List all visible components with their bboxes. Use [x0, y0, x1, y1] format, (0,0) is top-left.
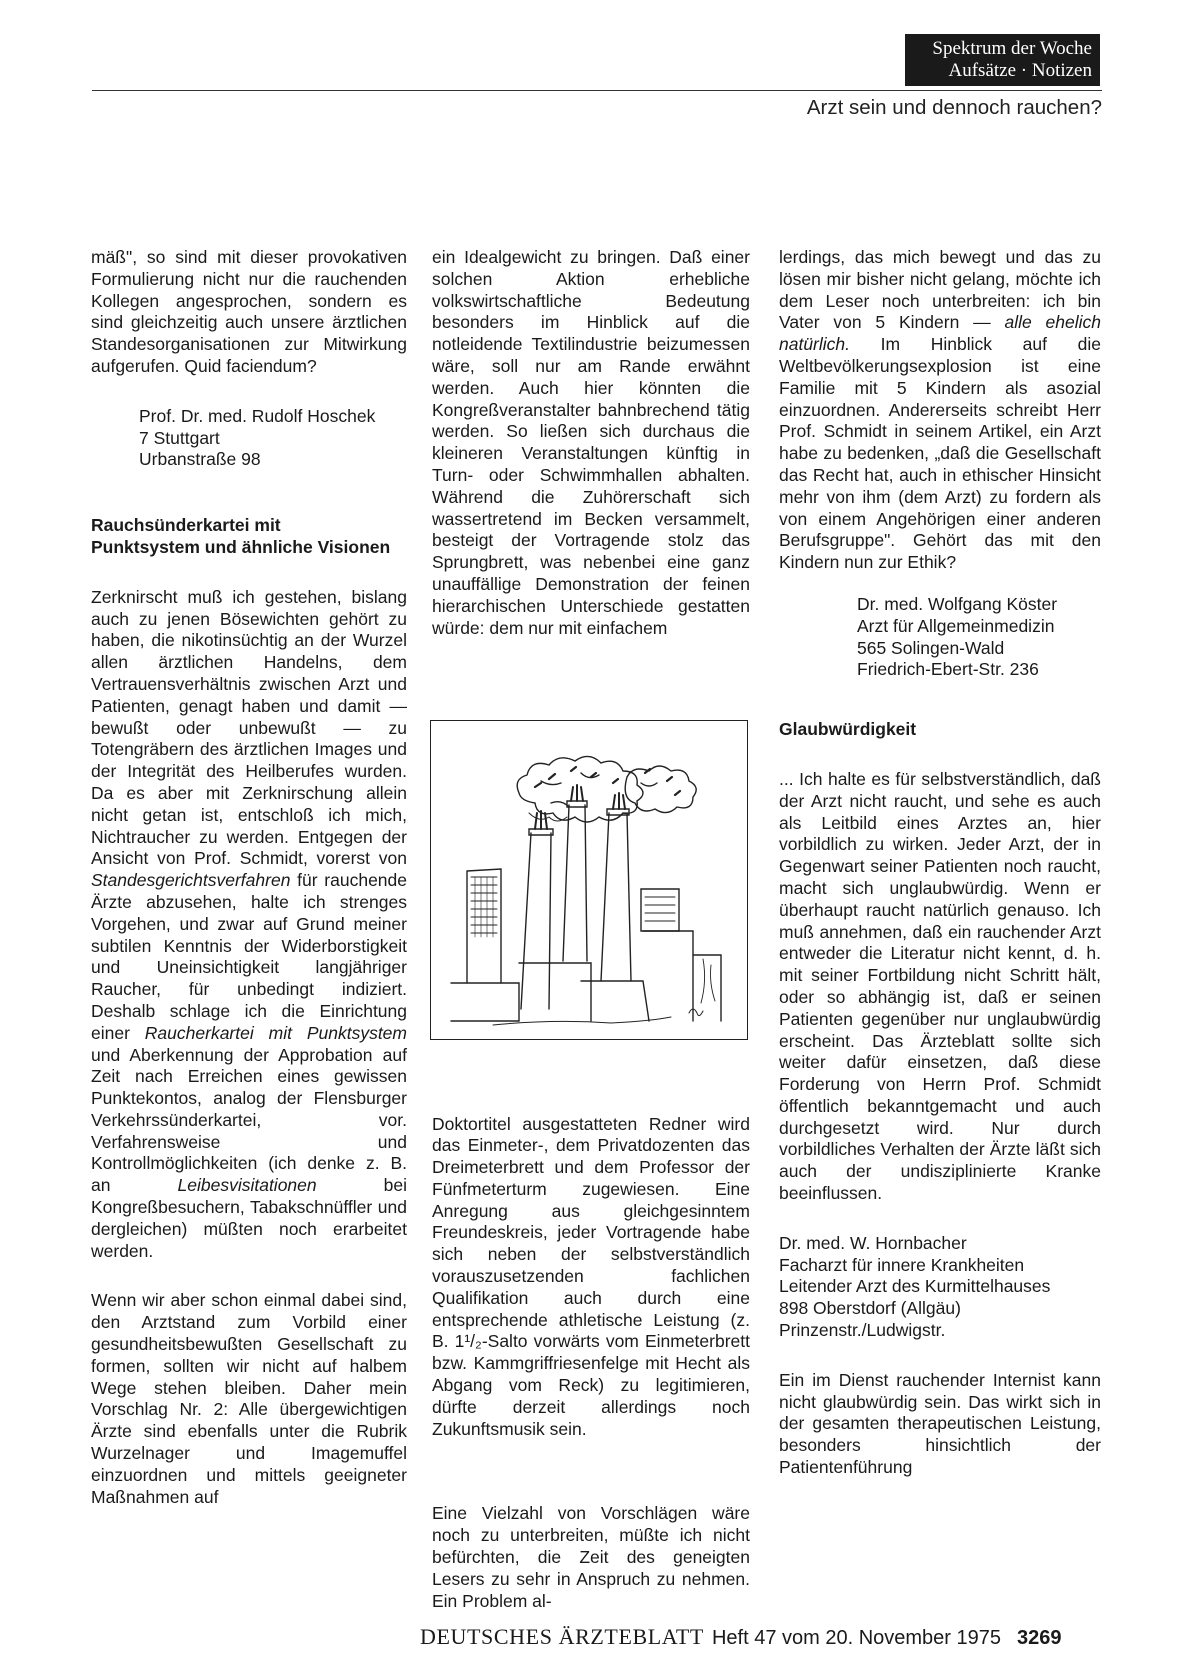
paragraph-confession — [91, 587, 407, 1263]
paragraph-redner: Doktortitel ausgestatteten Redner wird das Einmeter-, dem Privatdozenten das Dreimeterbrett und dem Professor der Fünfmeterturm zugewiesen. Eine Anregung aus gleichgesinntem Freundeskreis, jeder Vortragende habe sich neben der selbstverständlich vorauszusetzenden fachlichen Qualifikation auch durch eine entsprechende athletische Leistung (z. B. 1¹/₂-Salto vorwärts vom Einmeterbrett bzw. Kammgriffriesenfelge mit Hecht als Abgang vom Reck) zu legitimieren, dürfte derzeit allerdings noch Zukunftsmusik sein. — [432, 1113, 750, 1439]
section-label-2: Aufsätze · Notizen — [948, 60, 1092, 81]
sig-line: Facharzt für innere Krankheiten — [779, 1254, 1025, 1275]
emphasis: Leibesvisitationen — [177, 1175, 317, 1196]
emphasis: Standesgerichtsverfahren — [91, 870, 291, 891]
magazine-title: DEUTSCHES ÄRZTEBLATT — [420, 1624, 704, 1649]
sig-line: Friedrich-Ebert-Str. 236 — [857, 659, 1039, 680]
emphasis: alle ehelich natürlich. — [779, 312, 1101, 355]
signature-hornbacher — [779, 1233, 1101, 1342]
sig-line: Arzt für Allgemeinmedizin — [857, 615, 1055, 636]
paragraph-idealgewicht: ein Idealgewicht zu bringen. Daß einer solchen Aktion erhebliche volkswirtschaftliche Bedeutung besonders im Hinblick auf die notleidende Textilindustrie beizumessen wäre, soll nur am Rande erwähnt werden. Auch hier könnten die Kongreßveranstalter bahnbrechend tätig werden. So ließen sich durchaus die kleineren Veranstaltungen künftig in Turn- oder Schwimmhallen abhalten. Während die Zuhörerschaft sich wassertretend im Becken versammelt, besteigt der Vortragende stolz das Sprungbrett, was nebenbei eine ganz unauffällige Demonstration der feinen hierarchischen Unterschiede gestatten würde: dem nur mit einfachem — [432, 247, 750, 638]
column-1 — [91, 247, 407, 1508]
section-heading-raucherkartei — [91, 515, 407, 559]
text-run: Zerknirscht muß ich gestehen, bislang auch zu jenen Bösewichten gehört zu haben, die nikotinsüchtig an der Wurzel allen ärztlichen Handelns, dem Vertrauensverhältnis zwischen Arzt und Patienten, genagt haben und damit — bewußt oder unbewußt — zu Totengräbern des ärztlichen Images und der Integrität des Heilberufes wurden. Da es aber mit Zerknirschung allein nicht getan ist, entschloß ich mich, Nichtraucher zu werden. Entgegen der Ansicht von Prof. Schmidt, vorerst von — [91, 586, 407, 869]
sig-line: Prof. Dr. med. Rudolf Hoschek — [139, 405, 376, 426]
section-heading-glaubwuerdigkeit: Glaubwürdigkeit — [779, 719, 917, 740]
column-2-continued — [432, 1096, 750, 1630]
header-rule — [92, 90, 1102, 91]
page-footer — [420, 1624, 1110, 1650]
column-3 — [779, 247, 1101, 1479]
emphasis: Raucherkartei mit Punktsystem — [144, 1022, 407, 1043]
paragraph-kinder — [779, 247, 1101, 574]
sig-line: 898 Oberstdorf (Allgäu) — [779, 1298, 961, 1319]
text-run: und Aberkennung der Approbation auf Zeit nach Erreichen eines gewissen Punktekontos, analog der Flensburger Verkehrssünderkartei, vor. Verfahrensweise und Kontrollmöglichkeiten (ich denke z. B. an — [91, 1044, 407, 1196]
smokestack-drawing — [431, 721, 746, 1038]
sig-line: Dr. med. W. Hornbacher — [779, 1232, 967, 1253]
heading-line: Rauchsünderkartei mit — [91, 515, 281, 536]
smokestack-illustration — [430, 720, 748, 1040]
paragraph-internist: Ein im Dienst rauchender Internist kann nicht glaubwürdig sein. Das wirkt sich in der gesamten therapeutischen Leistung, besonders hinsichtlich der Patientenführung — [779, 1369, 1101, 1478]
sig-line: 7 Stuttgart — [139, 427, 220, 448]
issue-info: Heft 47 vom 20. November 1975 — [711, 1627, 1001, 1649]
text-run: für rauchende Ärzte abzusehen, halte ich strenges Vorgehen, und zwar auf Grund meiner subtilen Kenntnis der Widerborstigkeit und Uneinsichtigkeit langjähriger Raucher, für unbedingt indiziert. Deshalb schlage ich die Einrichtung einer — [91, 870, 407, 1043]
paragraph-vorschlaege: Eine Vielzahl von Vorschlägen wäre noch zu unterbreiten, müßte ich nicht befürchten, die Zeit des geneigten Lesers zu sehr in Anspruch zu nehmen. Ein Problem al- — [432, 1503, 750, 1611]
article-topic: Arzt sein und dennoch rauchen? — [806, 96, 1102, 119]
sig-line: Dr. med. Wolfgang Köster — [857, 593, 1058, 614]
sig-line: 565 Solingen-Wald — [857, 637, 1005, 658]
heading-line: Punktsystem und ähnliche Visionen — [91, 536, 391, 557]
page-number: 3269 — [1017, 1627, 1062, 1649]
sig-line: Prinzenstr./Ludwigstr. — [779, 1320, 946, 1341]
paragraph-glaubwuerdigkeit: ... Ich halte es für selbstverständlich, daß der Arzt nicht raucht, und sehe es auch als Leitbild eines Arztes an, hier vorbildlich zu wirken. Jeder Arzt, der in Gegenwart seiner Patienten noch raucht, macht sich unglaubwürdig. Wenn er überhaupt raucht natürlich genauso. Ich muß annehmen, daß ein rauchender Arzt entweder die Literatur nicht kennt, d. h. mit seiner Fortbildung nicht Schritt hält, oder so abhängig ist, daß er seinen Patienten gegenüber nur unglaubwürdig erscheint. Das Ärzteblatt sollte sich weiter dafür einsetzen, daß diese Forderung von Herrn Prof. Schmidt öffentlich bekanntgemacht und auch durchgesetzt wird. Nur durch vorbildliches Verhalten der Ärzte läßt sich auch der undisziplinierte Kranke beeinflussen. — [779, 768, 1101, 1204]
signature-hoschek — [91, 406, 407, 471]
column-2 — [432, 247, 750, 639]
signature-koester — [779, 594, 1101, 681]
text-run: bei Kongreßbesuchern, Tabakschnüffler und dergleichen) müßten noch erarbeitet werden. — [91, 1175, 408, 1261]
paragraph-proposal-2: Wenn wir aber schon einmal dabei sind, den Arztstand zum Vorbild einer gesundheitsbewußten Gesellschaft zu formen, sollten wir nicht auf halbem Wege stehen bleiben. Daher mein Vorschlag Nr. 2: Alle übergewichtigen Ärzte sind ebenfalls unter die Rubrik Wurzelnager und Imagemuffel einzuordnen und mittels geeigneter Maßnahmen auf — [91, 1290, 407, 1507]
text-run: Im Hinblick auf die Weltbevölkerungsexplosion ist eine Familie mit 5 Kindern als asozial einzuordnen. Andererseits schreibt Herr Prof. Schmidt in seinem Artikel, ein Arzt habe zu bedenken, „daß die Gesellschaft das Recht hat, auch in ethischer Hinsicht mehr von ihm (dem Arzt) zu fordern als von einem Angehörigen einer anderen Berufsgruppe". Gehört das mit den Kindern nun zur Ethik? — [779, 334, 1101, 573]
sig-line: Urbanstraße 98 — [139, 449, 261, 470]
section-label-1: Spektrum der Woche — [932, 38, 1092, 59]
paragraph-intro: mäß", so sind mit dieser provokativen Formulierung nicht nur die rauchenden Kollegen angesprochen, sondern es sind gleichzeitig auch unsere ärztlichen Standesorganisationen zur Mitwirkung aufgerufen. Quid faciendum? — [91, 247, 407, 376]
text-run: lerdings, das mich bewegt und das zu lösen mir bisher nicht gelang, möchte ich dem Leser noch unterbreiten: ich bin Vater von 5 Kindern — — [779, 247, 1101, 333]
sig-line: Leitender Arzt des Kurmittelhauses — [779, 1276, 1051, 1297]
section-badge — [905, 34, 1100, 86]
